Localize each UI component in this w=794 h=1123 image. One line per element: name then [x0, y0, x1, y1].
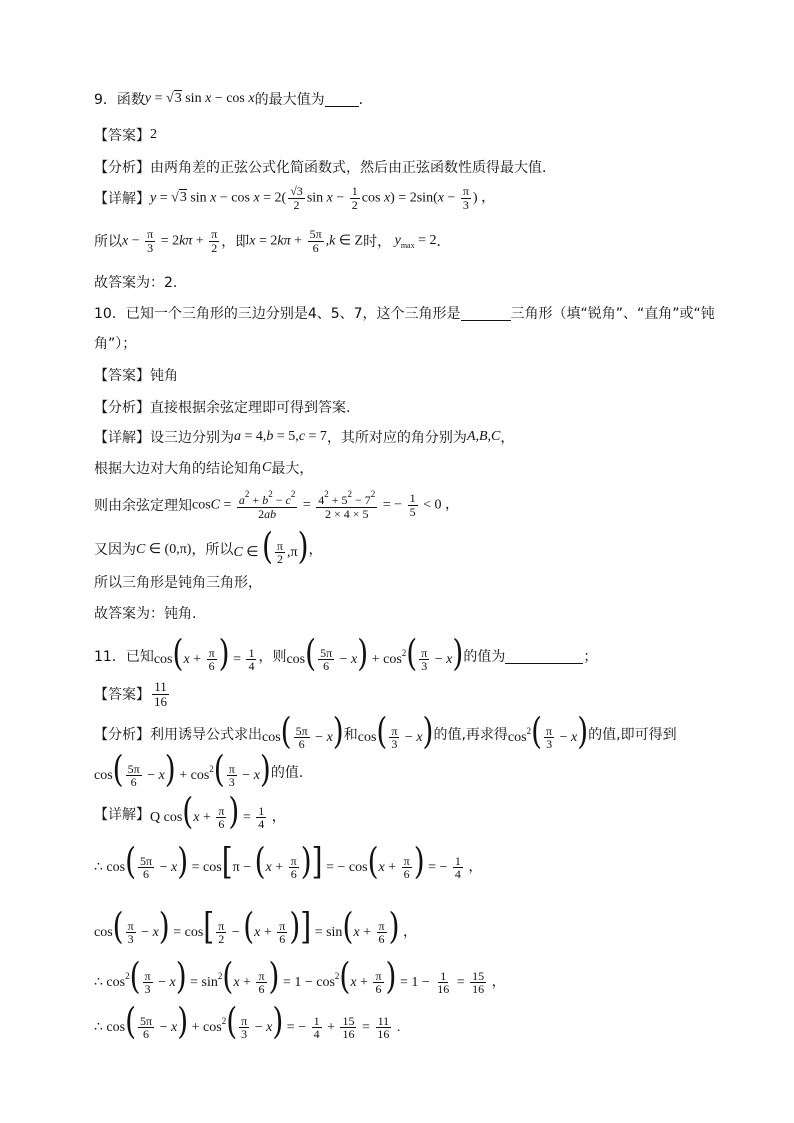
q10-detail1-mid: ，其所对应的角分别为 [326, 430, 467, 446]
q11-detail-step3: ∴ $\cos^2$( $\frac{\pi}{3}$ − $x) = \sin^2(x$ + $\frac{\pi}{6}$ ) = $1 - \cos^2(x$ + $\frac{\pi}{6}$ ) = 1 − $\frac{1}{16}$ = $\frac{15}{16}$ ， [94, 954, 506, 998]
q9-conclusion [94, 272, 177, 292]
q11-analysis-expr2: cos( $\frac{\pi}{3}$ − x) [357, 709, 434, 753]
q9-answer [94, 125, 157, 145]
q9-line2-prefix: 所以 [94, 234, 122, 251]
answer-tag: 【答案】 [94, 128, 150, 144]
q11-detail-step2: cos( $\frac{\pi}{3}$ − x) = cos[ $\frac{\pi}{2}$ − (x + $\frac{\pi}{6}$ )] = sin(x + $\frac{\pi}{6}$ ) ， [94, 904, 417, 948]
q10-detail4 [94, 524, 323, 568]
q9-conclusion-text: 故答案为：2. [94, 275, 178, 291]
q9-answer-value: 2 [150, 127, 157, 142]
q9-line2-eq2: x = 2kπ + $\frac{5\pi}{6}$ ,k ∈ Z [249, 227, 364, 255]
q10-conclusion [94, 603, 196, 623]
q10-analysis-text: 直接根据余弦定理即可得到答案. [150, 400, 351, 416]
q9-detail-formula: y = √3 sin x − cos x = 2( $\frac{√3}{2}$ sin x − $\frac{1}{2}$ cos x) = 2sin(x − $\frac{\pi}{3}$ ) ， [150, 184, 496, 212]
q11-analysis-b: 和 [343, 727, 358, 744]
q11-step4 [94, 999, 401, 1043]
q11-step2 [94, 904, 417, 948]
q10-detail5 [94, 572, 262, 592]
q11-answer-num: 11 [154, 679, 167, 694]
q11-analysis-a: 利用诱导公式求出 [150, 727, 262, 744]
q9-detail-line2 [94, 228, 451, 254]
q10-detail [94, 427, 514, 447]
q9-suffix: 的最大值为 [254, 92, 325, 108]
q11-detail-step4: ∴ cos( $\frac{5\pi}{6}$ − $x) + \cos^2$( $\frac{\pi}{3}$ − x) = − $\frac{1}{4}$ + $\frac{15}{16}$ = $\frac{11}{16}$ . [94, 999, 401, 1043]
q10-detail4-mid: ，所以 [191, 542, 234, 559]
q11-analysis-d: 的值,即可得到 [588, 727, 677, 744]
q11-answer [94, 680, 171, 708]
q11-given: cos(x + $\frac{\pi}{6}$ ) = $\frac{1}{4}$ [153, 631, 255, 675]
q11-analysis-expr3: $\cos^2$( $\frac{\pi}{3}$ − x) [507, 709, 589, 753]
q10-angle-c: C [262, 460, 272, 475]
detail-tag: 【详解】 [94, 430, 150, 446]
q9-prefix: 9．函数 [94, 92, 145, 108]
q11-step1 [94, 839, 483, 883]
q10-detail5-text: 所以三角形是钝角三角形， [94, 575, 262, 591]
q11-question [94, 631, 598, 675]
q10-line2: 角”）； [94, 336, 137, 352]
q11-prefix: 11．已知 [94, 649, 154, 666]
q9-question [94, 89, 373, 109]
q9-line2-eq1: x − $\frac{\pi}{3}$ = 2kπ + $\frac{\pi}{2}$ [122, 227, 218, 255]
q11-blank [505, 649, 583, 664]
q9-line2-ymax: $y_{max} = 2$ [394, 232, 437, 250]
q10-conclusion-text: 故答案为：钝角. [94, 606, 197, 622]
q9-analysis [94, 157, 556, 177]
q10-analysis [94, 397, 350, 417]
q11-analysis-c: 的值,再求得 [433, 727, 508, 744]
q11-analysis [94, 709, 677, 753]
q11-analysis-line2 [94, 747, 304, 791]
q11-answer-fraction [152, 680, 169, 708]
q9-line2-end: ． [436, 234, 451, 251]
q10-suffix: 三角形（填“锐角”、“直角”或“钝 [510, 306, 715, 322]
q10-detail3-prefix: 则由余弦定理知 [94, 498, 192, 515]
q9-analysis-text: 由两角差的正弦公式化简函数式，然后由正弦函数性质得最大值． [150, 160, 556, 176]
q11-detail-step0: Q cos(x + $\frac{\pi}{6}$ ) = $\frac{1}{4}$ ， [150, 789, 286, 833]
q10-cosine-law: cosC = $\frac{a^2 + b^2 - c^2}{2ab}$ = $\frac{4^2 + 5^2 - 7^2}{2 \times 4 \times 5}$ = − $\frac{1}{5}$ < 0 ， [192, 489, 459, 521]
q11-analysis-expr1: cos( $\frac{5\pi}{6}$ − x) [262, 709, 344, 753]
analysis-tag: 【分析】 [94, 727, 150, 744]
q10-answer [94, 365, 178, 385]
q11-analysis-e: 的值. [270, 765, 304, 782]
q11-detail [94, 789, 286, 833]
q9-detail [94, 185, 495, 211]
q9-line2-mid: ，即 [221, 234, 250, 251]
analysis-tag: 【分析】 [94, 400, 150, 416]
q10-detail2-text: 根据大边对大角的结论知角 [94, 461, 262, 477]
q10-detail4-end: ， [308, 542, 323, 559]
q10-range2: C ∈ ( $\frac{\pi}{2}$ ,π) [233, 524, 309, 568]
q11-detail-step1: ∴ cos( $\frac{5\pi}{6}$ − x) = cos[π − (x + $\frac{\pi}{6}$ )] = − cos(x + $\frac{\pi}{6}$ ) = − $\frac{1}{4}$ ， [94, 839, 483, 883]
q10-detail1-prefix: 设三边分别为 [150, 430, 234, 446]
q11-answer-den: 16 [154, 693, 167, 709]
q10-answer-value: 钝角 [150, 368, 178, 384]
q11-step3 [94, 954, 506, 998]
q11-suffix: 的值为 [463, 649, 506, 666]
q10-angles: A,B,C [466, 429, 501, 444]
detail-tag: 【详解】 [94, 807, 150, 824]
q11-end: ； [583, 649, 598, 666]
q9-line2-mid2: 时， [363, 234, 392, 251]
q10-detail4-prefix: 又因为 [94, 542, 136, 559]
q11-analysis-expr4: cos( $\frac{5\pi}{6}$ − $x) + \cos^2$( $\frac{\pi}{3}$ − x) [94, 747, 271, 791]
q9-blank [325, 92, 359, 107]
q9-end: ． [358, 92, 373, 108]
detail-tag: 【详解】 [94, 191, 150, 208]
q10-prefix: 10．已知一个三角形的三边分别是4、5、7，这个三角形是 [94, 306, 461, 322]
answer-tag: 【答案】 [94, 368, 150, 384]
answer-tag: 【答案】 [94, 687, 150, 704]
q10-detail1-end: ， [500, 430, 515, 446]
q10-detail3 [94, 490, 459, 520]
q10-detail2 [94, 458, 313, 478]
q10-sides: a = 4,b = 5,c = 7 [234, 429, 327, 444]
q10-blank [461, 306, 511, 321]
q11-target: cos( $\frac{5\pi}{6}$ − $x) + \cos^2$( $\frac{\pi}{3}$ − x) [286, 631, 464, 675]
q9-expr: y = √3 sin x − cos x [144, 91, 255, 106]
q10-question [94, 303, 715, 323]
analysis-tag: 【分析】 [94, 160, 150, 176]
q10-range1: C ∈ (0,π) [136, 541, 192, 557]
q10-question-line2 [94, 333, 136, 353]
q10-detail2-end: 最大， [271, 461, 314, 477]
q11-mid: ，则 [258, 649, 287, 666]
